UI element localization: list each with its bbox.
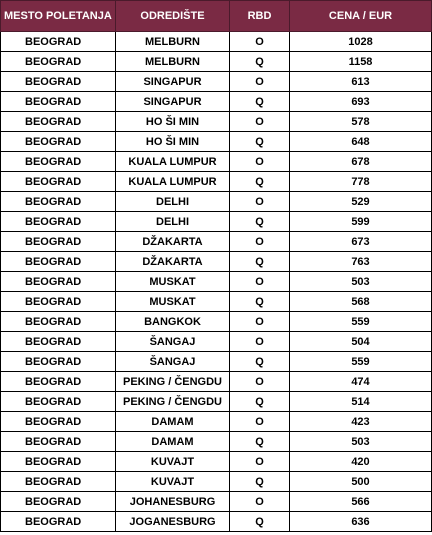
destination-cell: BANGKOK bbox=[116, 312, 230, 332]
price-cell: 474 bbox=[290, 372, 432, 392]
destination-cell: ŠANGAJ bbox=[116, 332, 230, 352]
rbd-cell: O bbox=[230, 152, 290, 172]
header-price: CENA / EUR bbox=[290, 1, 432, 32]
table-row bbox=[1, 112, 432, 132]
table-row bbox=[1, 32, 432, 52]
origin-cell: BEOGRAD bbox=[1, 472, 116, 492]
table-row bbox=[1, 172, 432, 192]
rbd-cell: O bbox=[230, 312, 290, 332]
header-destination: ODREDIŠTE bbox=[116, 1, 230, 32]
rbd-cell: Q bbox=[230, 52, 290, 72]
destination-cell: MUSKAT bbox=[116, 272, 230, 292]
table-row bbox=[1, 312, 432, 332]
price-cell: 514 bbox=[290, 392, 432, 412]
origin-cell: BEOGRAD bbox=[1, 232, 116, 252]
destination-cell: ŠANGAJ bbox=[116, 352, 230, 372]
price-cell: 504 bbox=[290, 332, 432, 352]
rbd-cell: Q bbox=[230, 432, 290, 452]
destination-cell: KUVAJT bbox=[116, 472, 230, 492]
destination-cell: DAMAM bbox=[116, 432, 230, 452]
destination-cell: SINGAPUR bbox=[116, 92, 230, 112]
rbd-cell: O bbox=[230, 492, 290, 512]
destination-cell: DŽAKARTA bbox=[116, 232, 230, 252]
table-row bbox=[1, 472, 432, 492]
table-row bbox=[1, 252, 432, 272]
rbd-cell: O bbox=[230, 72, 290, 92]
rbd-cell: O bbox=[230, 452, 290, 472]
table-body bbox=[1, 32, 432, 532]
table-row bbox=[1, 72, 432, 92]
origin-cell: BEOGRAD bbox=[1, 272, 116, 292]
price-cell: 503 bbox=[290, 272, 432, 292]
destination-cell: MUSKAT bbox=[116, 292, 230, 312]
rbd-cell: Q bbox=[230, 512, 290, 532]
rbd-cell: O bbox=[230, 332, 290, 352]
price-cell: 648 bbox=[290, 132, 432, 152]
origin-cell: BEOGRAD bbox=[1, 212, 116, 232]
origin-cell: BEOGRAD bbox=[1, 292, 116, 312]
rbd-cell: Q bbox=[230, 92, 290, 112]
destination-cell: SINGAPUR bbox=[116, 72, 230, 92]
rbd-cell: O bbox=[230, 232, 290, 252]
destination-cell: DAMAM bbox=[116, 412, 230, 432]
destination-cell: KUALA LUMPUR bbox=[116, 152, 230, 172]
origin-cell: BEOGRAD bbox=[1, 352, 116, 372]
origin-cell: BEOGRAD bbox=[1, 412, 116, 432]
header-origin: MESTO POLETANJA bbox=[1, 1, 116, 32]
price-cell: 673 bbox=[290, 232, 432, 252]
rbd-cell: O bbox=[230, 272, 290, 292]
table-row bbox=[1, 192, 432, 212]
destination-cell: JOGANESBURG bbox=[116, 512, 230, 532]
origin-cell: BEOGRAD bbox=[1, 172, 116, 192]
table-row bbox=[1, 52, 432, 72]
table-row bbox=[1, 452, 432, 472]
table-row bbox=[1, 292, 432, 312]
price-cell: 566 bbox=[290, 492, 432, 512]
rbd-cell: Q bbox=[230, 352, 290, 372]
rbd-cell: O bbox=[230, 32, 290, 52]
price-cell: 778 bbox=[290, 172, 432, 192]
price-cell: 503 bbox=[290, 432, 432, 452]
origin-cell: BEOGRAD bbox=[1, 252, 116, 272]
table-row bbox=[1, 232, 432, 252]
destination-cell: KUALA LUMPUR bbox=[116, 172, 230, 192]
rbd-cell: O bbox=[230, 192, 290, 212]
origin-cell: BEOGRAD bbox=[1, 492, 116, 512]
price-cell: 763 bbox=[290, 252, 432, 272]
price-cell: 500 bbox=[290, 472, 432, 492]
rbd-cell: Q bbox=[230, 252, 290, 272]
table-header bbox=[1, 1, 432, 32]
origin-cell: BEOGRAD bbox=[1, 372, 116, 392]
rbd-cell: Q bbox=[230, 472, 290, 492]
table-row bbox=[1, 392, 432, 412]
destination-cell: KUVAJT bbox=[116, 452, 230, 472]
table-row bbox=[1, 352, 432, 372]
price-cell: 529 bbox=[290, 192, 432, 212]
table-row bbox=[1, 372, 432, 392]
price-cell: 568 bbox=[290, 292, 432, 312]
rbd-cell: O bbox=[230, 412, 290, 432]
rbd-cell: Q bbox=[230, 292, 290, 312]
origin-cell: BEOGRAD bbox=[1, 312, 116, 332]
origin-cell: BEOGRAD bbox=[1, 392, 116, 412]
price-cell: 578 bbox=[290, 112, 432, 132]
price-cell: 599 bbox=[290, 212, 432, 232]
price-cell: 420 bbox=[290, 452, 432, 472]
price-cell: 693 bbox=[290, 92, 432, 112]
price-cell: 613 bbox=[290, 72, 432, 92]
origin-cell: BEOGRAD bbox=[1, 52, 116, 72]
header-rbd: RBD bbox=[230, 1, 290, 32]
table-row bbox=[1, 492, 432, 512]
origin-cell: BEOGRAD bbox=[1, 112, 116, 132]
origin-cell: BEOGRAD bbox=[1, 432, 116, 452]
origin-cell: BEOGRAD bbox=[1, 152, 116, 172]
origin-cell: BEOGRAD bbox=[1, 332, 116, 352]
destination-cell: MELBURN bbox=[116, 52, 230, 72]
destination-cell: PEKING / ČENGDU bbox=[116, 372, 230, 392]
table-row bbox=[1, 132, 432, 152]
origin-cell: BEOGRAD bbox=[1, 452, 116, 472]
origin-cell: BEOGRAD bbox=[1, 32, 116, 52]
destination-cell: JOHANESBURG bbox=[116, 492, 230, 512]
price-cell: 678 bbox=[290, 152, 432, 172]
rbd-cell: O bbox=[230, 372, 290, 392]
origin-cell: BEOGRAD bbox=[1, 192, 116, 212]
rbd-cell: Q bbox=[230, 132, 290, 152]
table-row bbox=[1, 512, 432, 532]
price-cell: 1028 bbox=[290, 32, 432, 52]
table-row bbox=[1, 432, 432, 452]
price-cell: 636 bbox=[290, 512, 432, 532]
rbd-cell: Q bbox=[230, 392, 290, 412]
table-row bbox=[1, 152, 432, 172]
destination-cell: DELHI bbox=[116, 212, 230, 232]
rbd-cell: Q bbox=[230, 212, 290, 232]
price-cell: 559 bbox=[290, 312, 432, 332]
origin-cell: BEOGRAD bbox=[1, 512, 116, 532]
rbd-cell: O bbox=[230, 112, 290, 132]
destination-cell: HO ŠI MIN bbox=[116, 132, 230, 152]
table-row bbox=[1, 272, 432, 292]
header-row bbox=[1, 1, 432, 32]
price-cell: 559 bbox=[290, 352, 432, 372]
table-row bbox=[1, 412, 432, 432]
origin-cell: BEOGRAD bbox=[1, 92, 116, 112]
destination-cell: HO ŠI MIN bbox=[116, 112, 230, 132]
price-cell: 1158 bbox=[290, 52, 432, 72]
price-cell: 423 bbox=[290, 412, 432, 432]
table-row bbox=[1, 212, 432, 232]
destination-cell: DŽAKARTA bbox=[116, 252, 230, 272]
table-row bbox=[1, 92, 432, 112]
destination-cell: MELBURN bbox=[116, 32, 230, 52]
origin-cell: BEOGRAD bbox=[1, 132, 116, 152]
destination-cell: DELHI bbox=[116, 192, 230, 212]
table-row bbox=[1, 332, 432, 352]
origin-cell: BEOGRAD bbox=[1, 72, 116, 92]
rbd-cell: Q bbox=[230, 172, 290, 192]
destination-cell: PEKING / ČENGDU bbox=[116, 392, 230, 412]
